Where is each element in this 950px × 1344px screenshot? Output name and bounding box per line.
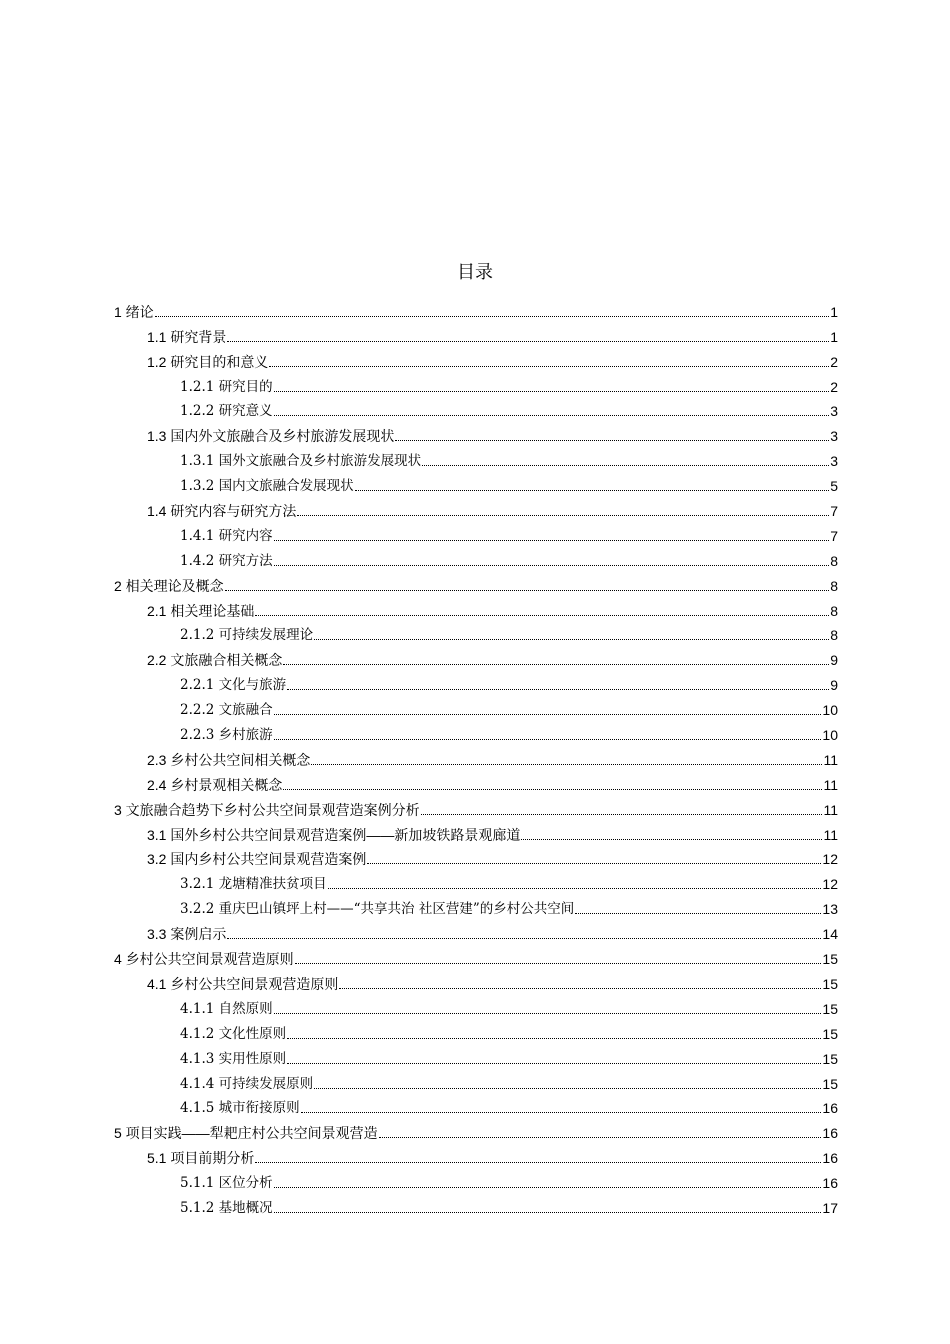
toc-page-number: 5 xyxy=(830,478,838,495)
toc-page-number: 16 xyxy=(822,1100,838,1117)
toc-entry[interactable] xyxy=(114,396,838,421)
toc-page-number: 15 xyxy=(822,1075,838,1092)
toc-dot-leader xyxy=(328,887,822,889)
toc-entry-text: 4.1.4 可持续发展原则 xyxy=(180,1075,314,1092)
toc-entry[interactable] xyxy=(114,445,838,470)
toc-dot-leader xyxy=(287,688,829,690)
toc-page-number: 13 xyxy=(822,901,838,918)
toc-page-number: 3 xyxy=(830,428,838,445)
toc-entry[interactable] xyxy=(114,794,838,819)
toc-entry-text: 2.2 文旅融合相关概念 xyxy=(147,652,283,669)
toc-page-number: 3 xyxy=(830,453,838,470)
toc-dot-leader xyxy=(227,937,821,939)
toc-dot-leader xyxy=(274,738,822,740)
toc-dot-leader xyxy=(297,514,829,516)
toc-entry-text: 1.1 研究背景 xyxy=(147,328,227,345)
toc-dot-leader xyxy=(274,1211,822,1213)
toc-entry-text: 1.3.2 国内文旅融合发展现状 xyxy=(180,478,354,495)
toc-entry-text: 2.2.1 文化与旅游 xyxy=(180,677,287,694)
toc-entry[interactable] xyxy=(114,943,838,968)
toc-entry[interactable] xyxy=(114,819,838,844)
toc-entry[interactable] xyxy=(114,1093,838,1118)
toc-page-number: 11 xyxy=(823,776,838,793)
toc-dot-leader xyxy=(311,763,822,765)
toc-entry-text: 1.2 研究目的和意义 xyxy=(147,353,269,370)
toc-entry[interactable] xyxy=(114,644,838,669)
toc-entry[interactable] xyxy=(114,993,838,1018)
toc-entry-text: 2.4 乡村景观相关概念 xyxy=(147,776,283,793)
toc-entry-text: 1.4 研究内容与研究方法 xyxy=(147,503,297,520)
toc-page-number: 7 xyxy=(830,527,838,544)
toc-entry-text: 2 相关理论及概念 xyxy=(114,577,224,594)
toc-page-number: 11 xyxy=(823,801,838,818)
toc-entry[interactable] xyxy=(114,495,838,520)
toc-entry-text: 2.2.2 文旅融合 xyxy=(180,702,273,719)
toc-entry[interactable] xyxy=(114,868,838,893)
toc-entry[interactable] xyxy=(114,1142,838,1167)
toc-entry-text: 4.1.1 自然原则 xyxy=(180,1000,273,1017)
toc-page-number: 12 xyxy=(822,851,838,868)
toc-entry[interactable] xyxy=(114,296,838,321)
toc-entry[interactable] xyxy=(114,595,838,620)
toc-page-number: 7 xyxy=(830,503,838,520)
toc-page-number: 11 xyxy=(823,751,838,768)
toc-entry[interactable] xyxy=(114,1117,838,1142)
toc-entry[interactable] xyxy=(114,1167,838,1192)
toc-entry[interactable] xyxy=(114,620,838,645)
toc-entry[interactable] xyxy=(114,918,838,943)
toc-page-number: 14 xyxy=(822,926,838,943)
toc-entry[interactable] xyxy=(114,470,838,495)
toc-entry[interactable] xyxy=(114,545,838,570)
toc-dot-leader xyxy=(283,663,829,665)
toc-page-number: 1 xyxy=(830,303,838,320)
toc-entry-text: 3.2.1 龙塘精准扶贫项目 xyxy=(180,876,327,893)
toc-dot-leader xyxy=(301,1111,822,1113)
toc-entry-text: 2.1 相关理论基础 xyxy=(147,602,255,619)
toc-page-number: 2 xyxy=(830,353,838,370)
toc-entry-text: 5 项目实践——犁耙庄村公共空间景观营造 xyxy=(114,1125,378,1142)
toc-entry[interactable] xyxy=(114,1043,838,1068)
toc-dot-leader xyxy=(421,813,823,815)
toc-entry-text: 1.4.2 研究方法 xyxy=(180,552,273,569)
toc-dot-leader xyxy=(225,589,829,591)
toc-page-number: 8 xyxy=(830,552,838,569)
toc-page-number: 1 xyxy=(830,328,838,345)
toc-entry[interactable] xyxy=(114,371,838,396)
toc-dot-leader xyxy=(227,340,829,342)
toc-dot-leader xyxy=(269,365,829,367)
toc-entry-text: 2.2.3 乡村旅游 xyxy=(180,727,273,744)
toc-dot-leader xyxy=(575,912,821,914)
toc-entry-text: 5.1 项目前期分析 xyxy=(147,1150,255,1167)
toc-entry-text: 3.1 国外乡村公共空间景观营造案例——新加坡铁路景观廊道 xyxy=(147,826,521,843)
toc-entry-text: 2.3 乡村公共空间相关概念 xyxy=(147,751,311,768)
toc-entry[interactable] xyxy=(114,321,838,346)
toc-dot-leader xyxy=(274,539,829,541)
toc-page-number: 8 xyxy=(830,577,838,594)
toc-entry-text: 1.4.1 研究内容 xyxy=(180,527,273,544)
toc-entry-text: 5.1.2 基地概况 xyxy=(180,1199,273,1216)
toc-entry[interactable] xyxy=(114,420,838,445)
toc-page-number: 2 xyxy=(830,378,838,395)
toc-page-number: 9 xyxy=(830,677,838,694)
toc-entry-text: 4.1.3 实用性原则 xyxy=(180,1050,287,1067)
toc-entry-text: 5.1.1 区位分析 xyxy=(180,1175,273,1192)
toc-dot-leader xyxy=(314,638,829,640)
toc-page-number: 16 xyxy=(822,1125,838,1142)
toc-dot-leader xyxy=(274,390,829,392)
toc-page-number: 15 xyxy=(822,975,838,992)
toc-title: 目录 xyxy=(457,262,493,283)
toc-entry-text: 4.1.2 文化性原则 xyxy=(180,1025,287,1042)
toc-page-number: 15 xyxy=(822,1025,838,1042)
toc-page-number: 17 xyxy=(822,1199,838,1216)
toc-dot-leader xyxy=(255,614,829,616)
toc-dot-leader xyxy=(295,962,822,964)
toc-entry[interactable] xyxy=(114,893,838,918)
toc-entry[interactable] xyxy=(114,744,838,769)
toc-entry[interactable] xyxy=(114,669,838,694)
toc-dot-leader xyxy=(274,414,829,416)
toc-entry-text: 1.2.2 研究意义 xyxy=(180,403,273,420)
toc-dot-leader xyxy=(379,1136,822,1138)
toc-page-number: 16 xyxy=(822,1175,838,1192)
toc-entry[interactable] xyxy=(114,719,838,744)
toc-entry[interactable] xyxy=(114,694,838,719)
toc-dot-leader xyxy=(274,1186,822,1188)
toc-entry[interactable] xyxy=(114,968,838,993)
toc-entry-text: 3.3 案例启示 xyxy=(147,926,227,943)
toc-entry-text: 3.2 国内乡村公共空间景观营造案例 xyxy=(147,851,367,868)
toc-page-number: 10 xyxy=(822,727,838,744)
toc-entry[interactable] xyxy=(114,1068,838,1093)
toc-page-number: 8 xyxy=(830,602,838,619)
toc-entry[interactable] xyxy=(114,1192,838,1217)
toc-entry[interactable] xyxy=(114,844,838,869)
toc-page-number: 10 xyxy=(822,702,838,719)
toc-entry[interactable] xyxy=(114,346,838,371)
toc-entry-text: 4.1.5 城市衔接原则 xyxy=(180,1100,300,1117)
toc-entry-text: 1.3 国内外文旅融合及乡村旅游发展现状 xyxy=(147,428,395,445)
toc-dot-leader xyxy=(274,713,822,715)
toc-page-number: 11 xyxy=(823,826,838,843)
toc-page-number: 16 xyxy=(822,1150,838,1167)
toc-dot-leader xyxy=(287,1037,821,1039)
toc-dot-leader xyxy=(314,1087,821,1089)
toc-entry-text: 4.1 乡村公共空间景观营造原则 xyxy=(147,975,339,992)
toc-page-number: 3 xyxy=(830,403,838,420)
toc-page-number: 8 xyxy=(830,627,838,644)
toc-entry[interactable] xyxy=(114,1018,838,1043)
toc-entry-text: 4 乡村公共空间景观营造原则 xyxy=(114,951,294,968)
toc-dot-leader xyxy=(155,315,829,317)
toc-entry[interactable] xyxy=(114,570,838,595)
toc-dot-leader xyxy=(339,987,821,989)
toc-page-number: 12 xyxy=(822,876,838,893)
toc-entry-text: 3 文旅融合趋势下乡村公共空间景观营造案例分析 xyxy=(114,801,420,818)
toc-dot-leader xyxy=(367,862,821,864)
toc-entry-text: 1.3.1 国外文旅融合及乡村旅游发展现状 xyxy=(180,453,422,470)
toc-page-number: 9 xyxy=(830,652,838,669)
table-of-contents xyxy=(114,296,838,1217)
toc-page-number: 15 xyxy=(822,1050,838,1067)
toc-dot-leader xyxy=(283,788,822,790)
toc-entry-text: 3.2.2 重庆巴山镇坪上村——“共享共治 社区营建”的乡村公共空间 xyxy=(180,901,575,918)
toc-dot-leader xyxy=(395,439,829,441)
toc-entry[interactable] xyxy=(114,520,838,545)
toc-page-number: 15 xyxy=(822,1000,838,1017)
toc-dot-leader xyxy=(287,1062,821,1064)
toc-entry-text: 1 绪论 xyxy=(114,303,154,320)
toc-entry[interactable] xyxy=(114,769,838,794)
toc-dot-leader xyxy=(521,838,822,840)
toc-dot-leader xyxy=(274,1012,822,1014)
toc-entry-text: 1.2.1 研究目的 xyxy=(180,378,273,395)
toc-dot-leader xyxy=(355,489,829,491)
toc-dot-leader xyxy=(422,464,829,466)
toc-dot-leader xyxy=(274,564,829,566)
toc-page-number: 15 xyxy=(822,951,838,968)
toc-entry-text: 2.1.2 可持续发展理论 xyxy=(180,627,314,644)
toc-dot-leader xyxy=(255,1161,821,1163)
